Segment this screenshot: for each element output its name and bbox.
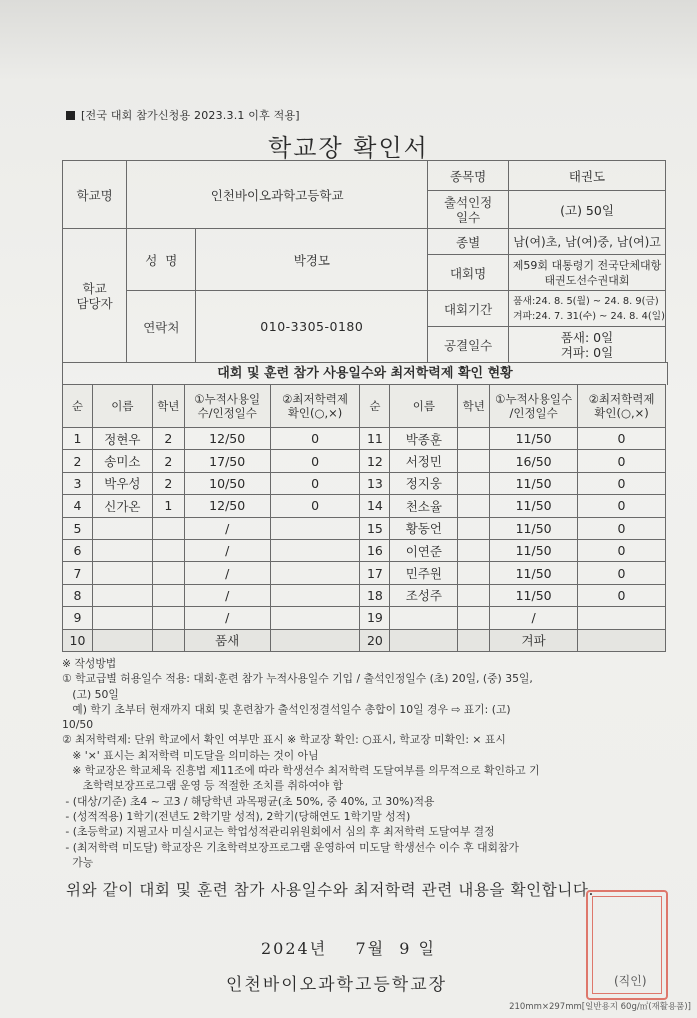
cell-grade (458, 629, 490, 651)
section-title: 대회 및 훈련 참가 사용일수와 최저학력제 확인 현황 (62, 362, 668, 385)
cell-days: 11/50 (490, 428, 578, 450)
cell-grade (458, 428, 490, 450)
table-row (63, 629, 666, 651)
cell-days: / (184, 607, 270, 629)
cell-name (92, 629, 152, 651)
note-line: ※ 학교장은 학교체육 진흥법 제11조에 따라 학생선수 최저학력 도달여부를 의무적으로 확인하고 기 (62, 764, 540, 778)
col-grade-right: 학년 (458, 385, 490, 428)
paper-spec-footer: 210mm×297mm[일반용지 60g/㎡(재활용품)] (509, 1002, 691, 1012)
athlete-table (62, 384, 666, 652)
cell-check: 0 (270, 450, 360, 472)
cell-grade: 2 (152, 472, 184, 494)
cell-name: 송미소 (92, 450, 152, 472)
table-row (63, 562, 666, 584)
cell-name (390, 607, 458, 629)
square-bullet-icon (66, 111, 75, 120)
cell-name: 천소율 (390, 495, 458, 517)
note-line: ※ 작성방법 (62, 657, 117, 670)
absence-label: 공결일수 (428, 327, 509, 363)
col-name: 이름 (92, 385, 152, 428)
cell-days: 11/50 (490, 472, 578, 494)
cell-no: 1 (63, 428, 93, 450)
cell-check: 0 (578, 450, 666, 472)
cell-name: 민주원 (390, 562, 458, 584)
cell-grade: 2 (152, 428, 184, 450)
cell-name (92, 607, 152, 629)
seal-mark: (직인) (614, 974, 647, 988)
cell-grade (458, 607, 490, 629)
table-row (63, 428, 666, 450)
manager-label: 학교 담당자 (63, 229, 127, 363)
col-days: ①누적사용일 수/인정일수 (184, 385, 270, 428)
principal-signature: 인천바이오과학고등학교장 (226, 975, 448, 995)
cell-name: 박종훈 (390, 428, 458, 450)
cell-no: 6 (63, 539, 93, 561)
table-row (63, 517, 666, 539)
attendance-value: (고) 50일 (509, 191, 666, 229)
note-line: - (최저학력 미도달) 학교장은 기초학력보장프로그램 운영하여 미도달 학생선수 이수 후 대회참가 (62, 840, 519, 854)
note-line: (고) 50일 (62, 687, 119, 701)
absence-kyorugi: 겨파: 0일 (560, 344, 614, 360)
col-name-right: 이름 (390, 385, 458, 428)
col-days-right: ①누적사용일수 /인정일수 (490, 385, 578, 428)
info-table (62, 160, 666, 363)
sport-value: 태권도 (509, 161, 666, 191)
cell-days: 11/50 (490, 517, 578, 539)
cell-days: / (184, 584, 270, 606)
cell-name: 황동언 (390, 517, 458, 539)
cell-days: 11/50 (490, 539, 578, 561)
table-row (63, 450, 666, 472)
cell-grade (458, 472, 490, 494)
table-body (63, 428, 666, 652)
table-row (63, 472, 666, 494)
name-label: 성 명 (127, 229, 196, 291)
col-no-right: 순 (360, 385, 390, 428)
cell-days: 10/50 (184, 472, 270, 494)
cell-grade (152, 607, 184, 629)
cell-no: 3 (63, 472, 93, 494)
cell-no: 2 (63, 450, 93, 472)
contact-value: 010-3305-0180 (196, 291, 428, 363)
cell-no: 9 (63, 607, 93, 629)
cell-days: / (490, 607, 578, 629)
col-min-ac-right: ②최저학력제 확인(○,×) (578, 385, 666, 428)
cell-days: 11/50 (490, 584, 578, 606)
cell-no: 18 (360, 584, 390, 606)
attendance-label: 출석인정 일수 (428, 191, 509, 229)
table-row (63, 607, 666, 629)
note-line: - (성적적용) 1학기(전년도 2학기말 성적), 2학기(당해연도 1학기말 성적) (62, 809, 411, 823)
cell-check: 0 (270, 428, 360, 450)
cell-no: 16 (360, 539, 390, 561)
cell-check: 0 (578, 495, 666, 517)
cell-check: 0 (578, 584, 666, 606)
cell-name (92, 584, 152, 606)
col-grade: 학년 (152, 385, 184, 428)
cell-check (270, 539, 360, 561)
col-min-ac: ②최저학력제 확인(○,×) (270, 385, 360, 428)
cell-no: 4 (63, 495, 93, 517)
period-label: 대회기간 (428, 291, 509, 327)
header-note: [전국 대회 참가신청용 2023.3.1 이후 적용] (66, 107, 300, 123)
issue-date: 2024년 7월 9 일 (260, 939, 437, 958)
cell-days: / (184, 539, 270, 561)
category-value: 남(여)초, 남(여)중, 남(여)고 (509, 229, 666, 255)
cell-grade (458, 539, 490, 561)
cell-check (270, 629, 360, 651)
note-line: ※ '×' 표시는 최저학력 미도달을 의미하는 것이 아님 (62, 748, 319, 762)
note-line: ② 최저학력제: 단위 학교에서 확인 여부만 표시 ※ 학교장 확인: ○표시, 학교장 미확인: × 표시 (62, 733, 506, 747)
cell-check (270, 607, 360, 629)
cell-grade (458, 495, 490, 517)
event-label: 대회명 (428, 255, 509, 291)
note-line: - (대상/기준) 초4 ~ 고3 / 해당학년 과목평균(초 50%, 중 40%, 고 30%)적용 (62, 794, 435, 808)
note-line: 초학력보장프로그램 운영 등 적절한 조치를 취하여야 함 (62, 779, 344, 793)
note-line: 10/50 (62, 718, 94, 732)
cell-check: 0 (578, 472, 666, 494)
cell-no: 14 (360, 495, 390, 517)
cell-no: 8 (63, 584, 93, 606)
cell-no: 12 (360, 450, 390, 472)
cell-days: 12/50 (184, 428, 270, 450)
cell-days: / (184, 562, 270, 584)
absence-value (509, 327, 666, 363)
cell-days: 11/50 (490, 495, 578, 517)
cell-no: 7 (63, 562, 93, 584)
cell-days: 11/50 (490, 562, 578, 584)
cell-no: 15 (360, 517, 390, 539)
cell-name: 조성주 (390, 584, 458, 606)
note-line: ① 학교급별 허용일수 적용: 대회·훈련 참가 누적사용일수 기입 / 출석인정일수 (초) 20일, (중) 35일, (62, 672, 533, 686)
event-name: 제59회 대통령기 전국단체대항 태권도선수권대회 (509, 255, 666, 291)
cell-grade (458, 517, 490, 539)
cell-days: / (184, 517, 270, 539)
cell-grade (152, 584, 184, 606)
cell-grade: 2 (152, 450, 184, 472)
cell-grade: 1 (152, 495, 184, 517)
cell-name: 신가온 (92, 495, 152, 517)
cell-grade (152, 539, 184, 561)
cell-check: 0 (578, 428, 666, 450)
period-kyorugi: 겨파:24. 7. 31(수) ~ 24. 8. 4(일) (513, 310, 665, 322)
cell-name (390, 629, 458, 651)
cell-check (270, 562, 360, 584)
cell-days: 12/50 (184, 495, 270, 517)
table-row (63, 539, 666, 561)
cell-check: 0 (578, 517, 666, 539)
document-title: 학교장 확인서 (268, 134, 429, 162)
cell-check (270, 584, 360, 606)
cell-check (270, 517, 360, 539)
school-label: 학교명 (63, 161, 127, 229)
cell-days: 품새 (184, 629, 270, 651)
cell-no: 20 (360, 629, 390, 651)
cell-days: 겨파 (490, 629, 578, 651)
cell-grade (458, 584, 490, 606)
note-line: 가능 (62, 855, 94, 869)
note-line: 예) 학기 초부터 현재까지 대회 및 훈련참가 출석인정결석일수 총합이 10일 경우 ⇨ 표기: (고) (62, 702, 511, 716)
cell-days: 17/50 (184, 450, 270, 472)
cell-grade (458, 450, 490, 472)
cell-check (578, 607, 666, 629)
cell-check (578, 629, 666, 651)
cell-days: 16/50 (490, 450, 578, 472)
note-line: - (초등학교) 지필고사 미실시교는 학업성적관리위원회에서 심의 후 최저학력 도달여부 결정 (62, 825, 495, 839)
cell-no: 10 (63, 629, 93, 651)
cell-no: 13 (360, 472, 390, 494)
school-name: 인천바이오과학고등학교 (127, 161, 428, 229)
cell-check: 0 (578, 539, 666, 561)
col-no: 순 (63, 385, 93, 428)
sport-label: 종목명 (428, 161, 509, 191)
cell-grade (152, 562, 184, 584)
table-row (63, 495, 666, 517)
cell-name (92, 562, 152, 584)
notes-section (62, 656, 670, 870)
cell-name (92, 539, 152, 561)
period-poomsae: 품새:24. 8. 5(월) ~ 24. 8. 9(금) (513, 295, 659, 307)
cell-check: 0 (578, 562, 666, 584)
cell-grade (152, 629, 184, 651)
table-row (63, 584, 666, 606)
cell-no: 17 (360, 562, 390, 584)
cell-grade (458, 562, 490, 584)
table-header (63, 385, 666, 428)
cell-check: 0 (270, 495, 360, 517)
cell-name (92, 517, 152, 539)
cell-no: 19 (360, 607, 390, 629)
contact-label: 연락처 (127, 291, 196, 363)
cell-check: 0 (270, 472, 360, 494)
cell-name: 서정민 (390, 450, 458, 472)
confirm-statement: 위와 같이 대회 및 훈련 참가 사용일수와 최저학력 관련 내용을 확인합니다. (66, 881, 594, 899)
cell-name: 박우성 (92, 472, 152, 494)
manager-name: 박경모 (196, 229, 428, 291)
cell-no: 5 (63, 517, 93, 539)
cell-no: 11 (360, 428, 390, 450)
absence-poomsae: 품새: 0일 (560, 329, 614, 345)
cell-name: 정현우 (92, 428, 152, 450)
period-value (509, 291, 666, 327)
category-label: 종별 (428, 229, 509, 255)
cell-grade (152, 517, 184, 539)
cell-name: 이연준 (390, 539, 458, 561)
cell-name: 정지웅 (390, 472, 458, 494)
